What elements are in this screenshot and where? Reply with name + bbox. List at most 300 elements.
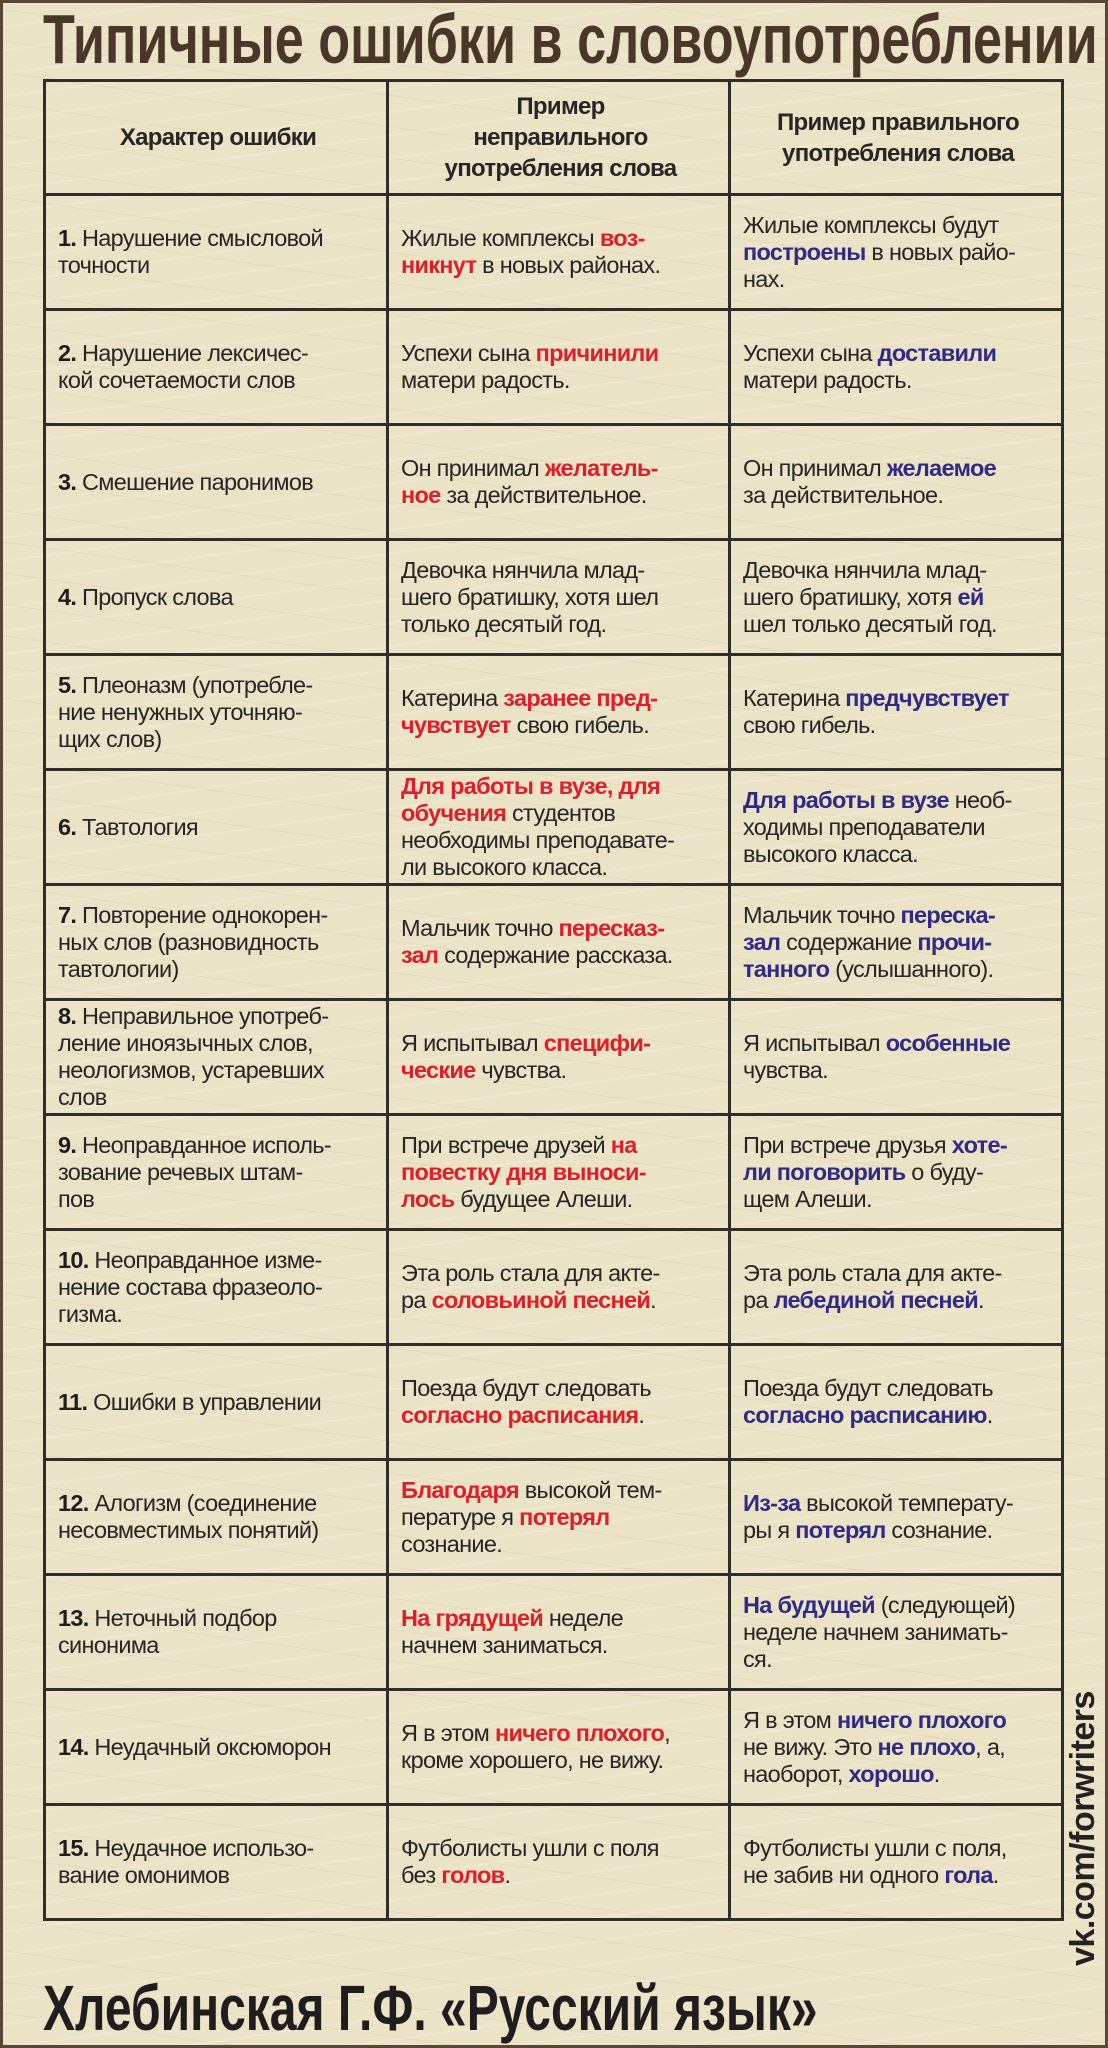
text-segment: ление иноязычных слов,	[58, 1030, 313, 1056]
text-segment: Жилые комплексы	[401, 225, 600, 251]
item-number: 12.	[58, 1490, 89, 1516]
text-segment: о буду-	[905, 1158, 984, 1185]
text-segment: Катерина	[743, 685, 846, 711]
text-segment: ры я	[743, 1517, 796, 1543]
text-segment: матери радость.	[401, 367, 570, 393]
wrong-word: специфи-	[543, 1030, 651, 1056]
item-number: 5.	[58, 671, 77, 698]
text-segment: Эта роль стала для акте-	[743, 1260, 1002, 1286]
correct-example-cell	[730, 885, 1063, 1000]
text-segment: слов	[58, 1084, 107, 1110]
text-segment: Неудачное использо-	[88, 1835, 314, 1861]
text-segment: ся.	[743, 1645, 772, 1672]
item-number: 7.	[58, 901, 77, 928]
item-number: 6.	[58, 813, 77, 840]
cell-line	[743, 1287, 1053, 1314]
text-segment: При встрече друзья	[743, 1131, 952, 1158]
text-segment: .	[986, 1402, 993, 1428]
cell-line	[743, 685, 1053, 712]
item-number: 4.	[58, 583, 77, 610]
header-correct-example	[730, 81, 1063, 195]
table-row	[45, 195, 1063, 310]
table-row	[45, 655, 1063, 770]
text-segment: щих слов)	[58, 725, 162, 752]
cell-line	[401, 1531, 720, 1558]
text-segment: Успехи сына	[743, 340, 878, 366]
text-segment: Алогизм (соединение	[88, 1490, 317, 1516]
correct-word: желаемое	[886, 455, 996, 481]
correct-word: зал	[743, 928, 781, 955]
text-segment: начнем заниматься.	[401, 1632, 608, 1658]
wrong-word: соловьиной песней	[431, 1287, 651, 1313]
cell-line	[58, 1835, 378, 1862]
error-type-cell	[45, 1460, 388, 1575]
header-wrong-example	[388, 81, 730, 195]
cell-line	[58, 1159, 378, 1186]
correct-word: переска-	[900, 901, 996, 928]
text-segment: нение состава фразеоло-	[58, 1273, 323, 1300]
text-segment: Эта роль стала для акте-	[401, 1260, 660, 1286]
cell-line	[58, 584, 378, 611]
cell-line	[743, 1862, 1053, 1889]
text-segment: Я испытывал	[401, 1030, 544, 1056]
header-line: употребления слова	[782, 139, 1014, 167]
cell-line	[743, 1260, 1053, 1287]
correct-example-cell	[730, 195, 1063, 310]
cell-line	[58, 1862, 378, 1889]
text-segment: ,	[664, 1720, 670, 1746]
cell-line	[58, 1057, 378, 1084]
text-segment: без	[401, 1862, 442, 1888]
correct-word: хорошо	[848, 1760, 934, 1787]
correct-word: ничего плохого	[836, 1706, 1007, 1733]
text-segment: Жилые комплексы будут	[743, 211, 999, 238]
item-number: 11.	[58, 1388, 88, 1415]
wrong-example-cell	[388, 1115, 730, 1230]
cell-line	[743, 239, 1053, 266]
text-segment: за действительное.	[743, 482, 944, 508]
text-segment: ходимы преподаватели	[743, 813, 985, 840]
text-segment: тавтологии)	[58, 955, 179, 982]
text-segment: высокого класса.	[743, 840, 918, 867]
text-segment: нах.	[743, 265, 785, 292]
text-segment: чувства.	[743, 1057, 828, 1083]
error-type-cell	[45, 540, 388, 655]
error-type-cell	[45, 1000, 388, 1115]
text-segment: .	[504, 1862, 511, 1888]
page-title: Типичные ошибки в словоупотреблении	[43, 0, 1098, 78]
cell-line	[58, 1605, 378, 1632]
table-row	[45, 1805, 1063, 1920]
text-segment: Успехи сына	[401, 340, 536, 366]
error-type-cell	[45, 310, 388, 425]
table-row	[45, 1690, 1063, 1805]
wrong-example-cell	[388, 195, 730, 310]
wrong-example-cell	[388, 1460, 730, 1575]
cell-line	[743, 455, 1053, 482]
text-segment: пов	[58, 1185, 95, 1212]
text-segment: Ошибки в управлении	[87, 1388, 322, 1415]
cell-line	[743, 956, 1053, 983]
cell-line	[401, 854, 720, 881]
text-segment: Неоправданное исполь-	[76, 1131, 331, 1158]
text-segment: Неправильное употреб-	[76, 1003, 329, 1029]
text-segment: ных слов (разновидность	[58, 928, 319, 955]
text-segment: Нарушение лексичес-	[76, 340, 309, 366]
text-segment: несовместимых понятий)	[58, 1517, 319, 1543]
correct-word: хоте-	[951, 1131, 1007, 1158]
text-segment: будущее Алеши.	[454, 1185, 633, 1212]
text-segment: ра	[743, 1287, 774, 1313]
cell-line	[401, 942, 720, 969]
cell-line	[58, 1632, 378, 1659]
text-segment: чувства.	[475, 1057, 567, 1083]
cell-line	[58, 1301, 378, 1328]
correct-word: предчувствует	[845, 685, 1009, 711]
text-segment: неделе	[543, 1605, 623, 1631]
text-segment: ние ненужных уточняю-	[58, 698, 303, 725]
text-segment: (услышанного).	[829, 955, 994, 982]
item-number: 8.	[58, 1003, 77, 1029]
cell-line	[58, 469, 378, 496]
correct-example-cell	[730, 1575, 1063, 1690]
item-number: 15.	[58, 1835, 89, 1861]
correct-word: согласно расписанию	[743, 1402, 987, 1428]
cell-line	[58, 340, 378, 367]
text-segment: не забив ни одного	[743, 1862, 945, 1888]
wrong-example-cell	[388, 655, 730, 770]
text-segment: .	[992, 1862, 999, 1888]
wrong-example-cell	[388, 1230, 730, 1345]
text-segment: Повторение однокорен-	[76, 901, 328, 928]
correct-example-cell	[730, 1115, 1063, 1230]
cell-line	[401, 1057, 720, 1084]
correct-word: особенные	[885, 1030, 1011, 1056]
correct-word: ей	[957, 583, 984, 610]
table-row	[45, 770, 1063, 885]
cell-line	[401, 827, 720, 854]
cell-line	[743, 1057, 1053, 1084]
cell-line	[743, 367, 1053, 394]
correct-example-cell	[730, 1000, 1063, 1115]
text-segment: (следующей)	[874, 1591, 1016, 1618]
cell-line	[401, 1632, 720, 1659]
cell-line	[58, 1003, 378, 1030]
cell-line	[743, 340, 1053, 367]
text-segment: шел только десятый год.	[743, 610, 997, 637]
error-type-cell	[45, 1575, 388, 1690]
wrong-word: желатель-	[544, 455, 658, 481]
cell-line	[401, 1132, 720, 1159]
text-segment: кроме хорошего, не вижу.	[401, 1747, 664, 1773]
wrong-example-cell	[388, 1345, 730, 1460]
cell-line	[401, 1504, 720, 1531]
text-segment: шего братишку, хотя шел	[401, 583, 659, 610]
correct-example-cell	[730, 655, 1063, 770]
correct-word: построены	[743, 238, 866, 265]
text-segment: Я испытывал	[743, 1030, 886, 1056]
text-segment: сознание.	[885, 1517, 993, 1543]
cell-line	[58, 1186, 378, 1213]
cell-line	[743, 1375, 1053, 1402]
cell-line	[401, 557, 720, 584]
cell-line	[743, 1186, 1053, 1213]
table-row	[45, 540, 1063, 655]
cell-line	[743, 814, 1053, 841]
text-segment: высокой температу-	[800, 1490, 1014, 1516]
item-number: 1.	[58, 225, 77, 251]
errors-table	[43, 79, 1064, 1921]
wrong-example-cell	[388, 1805, 730, 1920]
wrong-word: заранее пред-	[503, 685, 658, 711]
cell-line	[401, 482, 720, 509]
cell-line	[401, 340, 720, 367]
wrong-word: никнут	[401, 252, 477, 278]
cell-line	[58, 1389, 378, 1416]
cell-line	[58, 1247, 378, 1274]
text-segment: Смешение паронимов	[76, 468, 314, 495]
text-segment: в новых райо-	[865, 238, 1016, 265]
wrong-example-cell	[388, 770, 730, 885]
error-type-cell	[45, 1690, 388, 1805]
wrong-example-cell	[388, 540, 730, 655]
cell-line	[743, 712, 1053, 739]
cell-line	[58, 902, 378, 929]
cell-line	[401, 1030, 720, 1057]
correct-word: гола	[944, 1862, 993, 1888]
table-row	[45, 310, 1063, 425]
cell-line	[58, 956, 378, 983]
table-row	[45, 425, 1063, 540]
cell-line	[743, 482, 1053, 509]
text-segment: .	[977, 1287, 984, 1313]
text-segment: Девочка нянчила млад-	[401, 556, 645, 583]
text-segment: кой сочетаемости слов	[58, 367, 295, 393]
item-number: 10.	[58, 1246, 89, 1273]
text-segment: Катерина	[401, 685, 504, 711]
text-segment: свою гибель.	[743, 712, 876, 738]
header-error-type	[45, 81, 388, 195]
cell-line	[401, 1605, 720, 1632]
text-segment: Он принимал	[743, 455, 887, 481]
cell-line	[743, 1619, 1053, 1646]
cell-line	[401, 1747, 720, 1774]
correct-example-cell	[730, 540, 1063, 655]
correct-word: танного	[743, 955, 830, 982]
text-segment: .	[933, 1760, 940, 1787]
cell-line	[401, 915, 720, 942]
text-segment: щем Алеши.	[743, 1185, 872, 1212]
cell-line	[58, 1132, 378, 1159]
cell-line	[743, 787, 1053, 814]
text-segment: Плеоназм (употребле-	[76, 671, 313, 698]
cell-line	[58, 814, 378, 841]
error-type-cell	[45, 1115, 388, 1230]
correct-word: Для работы в вузе	[743, 786, 949, 813]
text-segment: Футболисты ушли с поля,	[743, 1835, 1007, 1861]
table-row	[45, 1000, 1063, 1115]
cell-line	[401, 225, 720, 252]
cell-line	[401, 1720, 720, 1747]
wrong-word: ческие	[401, 1057, 476, 1083]
wrong-word: обучения	[401, 800, 507, 826]
text-segment: за действительное.	[440, 482, 647, 508]
cell-line	[58, 1274, 378, 1301]
table-row	[45, 1345, 1063, 1460]
text-segment: Тавтология	[76, 813, 198, 840]
author-credit: Хлебинская Г.Ф. «Русский язык»	[43, 1972, 818, 2044]
cell-line	[401, 1287, 720, 1314]
cell-line	[401, 611, 720, 638]
table-row	[45, 885, 1063, 1000]
text-segment: Футболисты ушли с поля	[401, 1835, 659, 1861]
wrong-example-cell	[388, 1575, 730, 1690]
table-header-row	[45, 81, 1063, 195]
text-segment: сознание.	[401, 1530, 503, 1557]
header-line: Пример правильного	[776, 108, 1019, 136]
cell-line	[401, 1260, 720, 1287]
wrong-example-cell	[388, 1000, 730, 1115]
text-segment: шего братишку, хотя	[743, 583, 958, 610]
text-segment: Пропуск слова	[76, 583, 233, 610]
cell-line	[743, 1761, 1053, 1788]
correct-example-cell	[730, 1345, 1063, 1460]
cell-line	[58, 1734, 378, 1761]
wrong-word: чувствует	[401, 712, 511, 738]
correct-word: доставили	[877, 340, 997, 366]
error-type-cell	[45, 195, 388, 310]
table-row	[45, 1460, 1063, 1575]
text-segment: необходимы преподавате-	[401, 827, 675, 853]
cell-line	[58, 672, 378, 699]
wrong-word: На грядущей	[401, 1605, 544, 1631]
item-number: 14.	[58, 1733, 89, 1760]
cell-line	[743, 1707, 1053, 1734]
cell-line	[743, 902, 1053, 929]
wrong-word: Благодаря	[401, 1476, 519, 1503]
correct-example-cell	[730, 425, 1063, 540]
cell-line	[58, 225, 378, 252]
cell-line	[743, 1646, 1053, 1673]
wrong-example-cell	[388, 310, 730, 425]
cell-line	[743, 611, 1053, 638]
header-line: употребления слова	[444, 155, 677, 182]
text-segment: точности	[58, 252, 150, 278]
text-segment: Поезда будут следовать	[743, 1375, 993, 1401]
cell-line	[401, 1402, 720, 1429]
text-segment: Он принимал	[401, 455, 545, 481]
cell-line	[401, 455, 720, 482]
correct-word: прочи-	[917, 928, 992, 955]
text-segment: содержание	[780, 928, 918, 955]
cell-line	[401, 252, 720, 279]
text-segment: синонима	[58, 1632, 159, 1658]
watermark-link[interactable]: vk.com/forwriters	[1064, 1691, 1102, 1966]
correct-example-cell	[730, 310, 1063, 425]
wrong-word: на	[610, 1131, 637, 1158]
cell-line	[401, 1186, 720, 1213]
text-segment: гизма.	[58, 1300, 123, 1327]
cell-line	[743, 1490, 1053, 1517]
text-segment: Неудачный оксюморон	[88, 1733, 331, 1760]
cell-line	[743, 1159, 1053, 1186]
cell-line	[743, 1517, 1053, 1544]
text-segment: в новых районах.	[476, 252, 661, 278]
correct-example-cell	[730, 770, 1063, 885]
error-type-cell	[45, 425, 388, 540]
wrong-word: пересказ-	[558, 915, 665, 941]
correct-example-cell	[730, 1460, 1063, 1575]
text-segment: Нарушение смысловой	[76, 225, 323, 251]
wrong-word: ное	[401, 482, 441, 508]
cell-line	[743, 212, 1053, 239]
text-segment: неделе начнем занимать-	[743, 1618, 1008, 1645]
text-segment: Неоправданное изме-	[88, 1246, 322, 1273]
cell-line	[401, 685, 720, 712]
item-number: 3.	[58, 468, 77, 495]
wrong-example-cell	[388, 885, 730, 1000]
cell-line	[58, 699, 378, 726]
cell-line	[58, 929, 378, 956]
header-line: Пример	[516, 93, 605, 120]
text-segment: свою гибель.	[510, 712, 650, 738]
table-row	[45, 1230, 1063, 1345]
cell-line	[401, 1159, 720, 1186]
text-segment: матери радость.	[743, 367, 912, 393]
correct-word: лебединой песней	[773, 1287, 978, 1313]
text-segment: необ-	[948, 786, 1012, 813]
text-segment: не вижу. Это	[743, 1733, 878, 1760]
correct-word: ли поговорить	[743, 1158, 906, 1185]
cell-line	[743, 1132, 1053, 1159]
wrong-word: лось	[401, 1185, 455, 1212]
cell-line	[743, 929, 1053, 956]
cell-line	[58, 726, 378, 753]
correct-example-cell	[730, 1690, 1063, 1805]
header-line: Характер ошибки	[119, 124, 317, 151]
cell-line	[743, 1734, 1053, 1761]
text-segment: Мальчик точно	[401, 915, 559, 941]
wrong-word: потерял	[519, 1503, 610, 1530]
error-type-cell	[45, 1230, 388, 1345]
wrong-word: согласно расписания	[401, 1402, 639, 1428]
item-number: 9.	[58, 1131, 77, 1158]
table-body	[45, 195, 1063, 1920]
wrong-word: зал	[401, 942, 439, 968]
cell-line	[401, 1835, 720, 1862]
correct-word: потерял	[795, 1517, 886, 1543]
correct-example-cell	[730, 1805, 1063, 1920]
cell-line	[743, 584, 1053, 611]
correct-example-cell	[730, 1230, 1063, 1345]
cell-line	[58, 252, 378, 279]
cell-line	[401, 584, 720, 611]
cell-line	[401, 800, 720, 827]
text-segment: .	[650, 1287, 656, 1313]
text-segment: .	[638, 1402, 645, 1428]
wrong-word: голов	[441, 1862, 505, 1888]
header-line: неправильного	[473, 124, 648, 151]
text-segment: неологизмов, устаревших	[58, 1057, 324, 1083]
text-segment: зование речевых штам-	[58, 1158, 303, 1185]
cell-line	[58, 367, 378, 394]
correct-word: не плохо	[877, 1733, 976, 1760]
correct-word: Из-за	[743, 1490, 801, 1516]
cell-line	[743, 1402, 1053, 1429]
wrong-word: ничего плохого	[494, 1720, 665, 1746]
wrong-word: повестку дня выноси-	[401, 1158, 646, 1185]
error-type-cell	[45, 1345, 388, 1460]
